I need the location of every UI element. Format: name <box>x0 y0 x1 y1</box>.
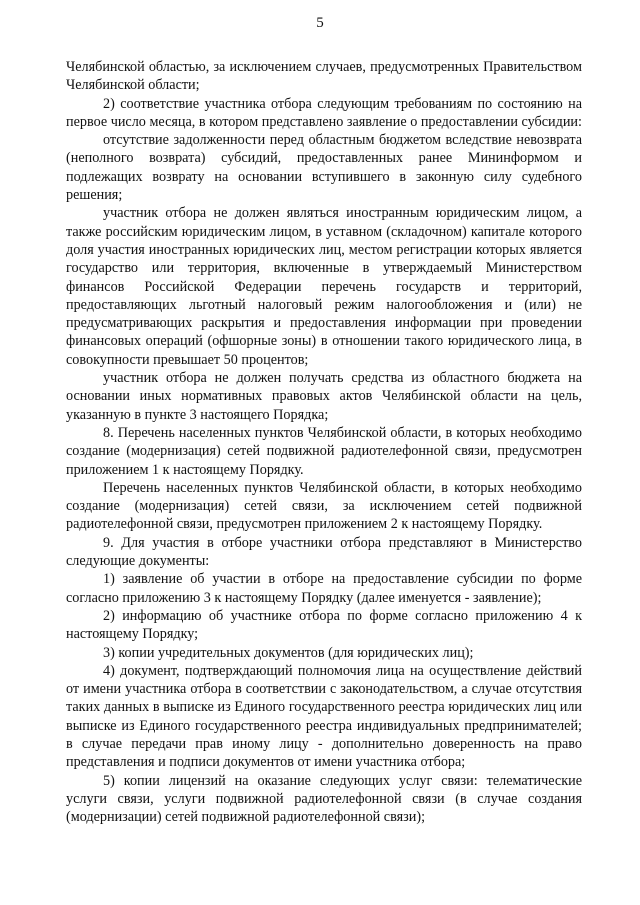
paragraph-item-2: 2) соответствие участника отбора следующим требованиям по состоянию на первое число месяца, в котором представлено заявление о предоставлении субсидии: <box>66 95 582 130</box>
paragraph-doc-4: 4) документ, подтверждающий полномочия лица на осуществление действий от имени участника отбора в соответствии с законодательством, а случае отсутствия таких данных в выписке из Единого государственного реестра юридических лиц или выписке из Единого государственного реестра индивидуальных предпринимателей; в случае передачи прав иному лицу - дополнительно доверенность на право представления и подписи документов от имени участника отбора; <box>66 662 582 771</box>
paragraph-doc-3: 3) копии учредительных документов (для юридических лиц); <box>103 644 474 661</box>
paragraph-doc-1: 1) заявление об участии в отборе на предоставление субсидии по форме согласно приложению 3 к настоящему Порядку (далее именуется - заявление); <box>66 571 582 606</box>
page-number: 5 <box>316 15 324 31</box>
paragraph-section-8: 8. Перечень населенных пунктов Челябинской области, в которых необходимо создание (модернизация) сетей подвижной радиотелефонной связи, предусмотрен приложением 1 к настоящему Порядку. <box>66 424 582 478</box>
paragraph-continuation: Челябинской областью, за исключением случаев, предусмотренных Правительством Челябинской области; <box>66 59 582 94</box>
paragraph-not-foreign-entity: участник отбора не должен являться иностранным юридическим лицом, а также российским юридическим лицом, в уставном (складочном) капитале которого доля участия иностранных юридических лиц, местом регистрации которых является государство или территория, включенные в утверждаемый Министерством финансов Российской Федерации перечень государств и территорий, предоставляющих льготный налоговый режим налогообложения и (или) не предусматривающих раскрытия и предоставления информации при проведении финансовых операций (офшорные зоны) в отношении такого юридического лица, в совокупности превышает 50 процентов; <box>66 205 582 368</box>
paragraph-section-8-list-2: Перечень населенных пунктов Челябинской области, в которых необходимо создание (модернизация) сетей связи, за исключением сетей подвижной радиотелефонной связи, предусмотрен приложением 2 к настоящему Порядку. <box>66 479 582 533</box>
paragraph-no-other-funds: участник отбора не должен получать средства из областного бюджета на основании иных нормативных правовых актов Челябинской области на цель, указанную в пункте 3 настоящего Порядка; <box>66 370 582 423</box>
paragraph-section-9: 9. Для участия в отборе участники отбора представляют в Министерство следующие документы: <box>66 534 582 570</box>
paragraph-no-debt: отсутствие задолженности перед областным бюджетом вследствие невозврата (неполного возврата) субсидий, предоставленных ранее Мининформом и подлежащих возврату на основании вступившего в законную силу судебного решения; <box>66 132 582 204</box>
document-body <box>66 58 582 826</box>
paragraph-doc-5: 5) копии лицензий на оказание следующих услуг связи: телематические услуги связи, услуги подвижной радиотелефонной связи (в случае создания (модернизации) сетей подвижной радиотелефонной связи); <box>66 772 582 826</box>
paragraph-doc-2: 2) информацию об участнике отбора по форме согласно приложению 4 к настоящему Порядку; <box>66 607 582 643</box>
